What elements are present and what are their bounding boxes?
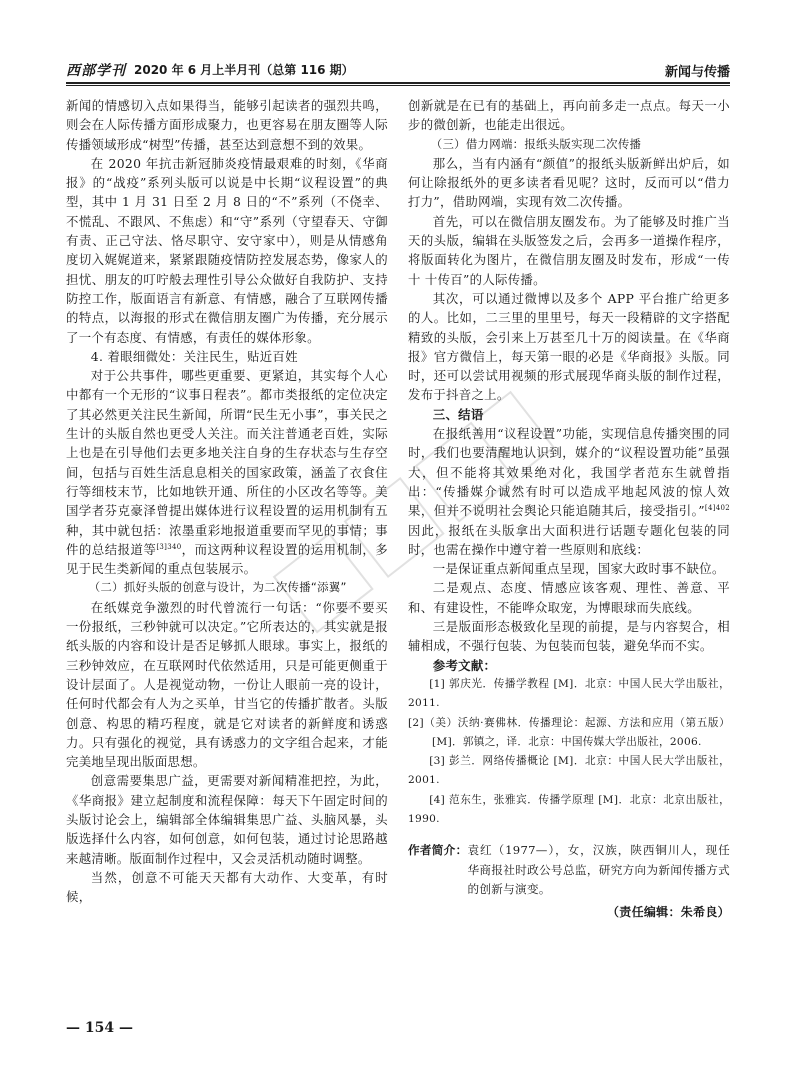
page-number: — 154 — <box>66 1020 133 1036</box>
right-column <box>408 96 730 922</box>
author-bio <box>408 841 730 899</box>
header-rule-thick <box>66 82 730 84</box>
author-bio-text: 袁红（1977—），女，汉族，陕西铜川人，现任华商报社时政公号总监，研究方向为新闻传播方式的创新与演变。 <box>467 843 730 896</box>
reference-item: [4] 范东生，张雅宾．传播学原理 [M]．北京：北京出版社，1990. <box>408 793 730 825</box>
author-bio-label: 作者简介： <box>408 843 468 858</box>
paragraph: 一是保证重点新闻重点呈现，国家大政时事不缺位。 <box>432 561 725 577</box>
conclusion-heading: 三、结语 <box>432 406 484 422</box>
paragraph: 创新就是在已有的基础上，再向前多走一点点。每天一小步的微创新，也能走出很远。 <box>408 98 730 133</box>
running-header <box>66 58 730 80</box>
paragraph: 新闻的情感切入点如果得当，能够引起读者的强烈共鸣，则会在人际传播方面形成聚力，也更容易在朋友圈等人际传播领域形成“树型”传播，甚至达到意想不到的效果。 <box>66 98 388 152</box>
section-title: 新闻与传播 <box>664 65 730 80</box>
responsible-editor: （责任编辑：朱希良） <box>606 905 730 920</box>
section-subheading: （三）借力网端：报纸头版实现二次传播 <box>430 136 642 151</box>
paragraph: 其次，可以通过微博以及多个 APP 平台推广给更多的人。比如，二三里的里里号，每天一段精辟的文字搭配精致的头版，会引来上万甚至几十万的阅读量。在《华商报》官方微信上，每天第一眼的必是《华商报》头版。同时，还可以尝试用视频的形式展现华商头版的制作过程，发布于抖音之上。 <box>408 290 730 403</box>
paragraph: 在纸媒竞争激烈的时代曾流行一句话：“你要不要买一份报纸，三秒钟就可以决定。”它所表达的，其实就是报纸头版的内容和设计是否足够抓人眼球。事实上，报纸的三秒钟效应，在互联网时代依然适用，只是可能更侧重于设计层面了。人是视觉动物，一份让人眼前一亮的设计，任何时代都会有人为之买单，甘当它的传播扩散者。头版创意、构思的精巧程度，就是它对读者的新鲜度和诱惑力。只有强化的视觉，具有诱惑力的文字组合起来，才能完美地呈现出版面思想。 <box>66 599 388 770</box>
paragraph: 那么，当有内涵有“颜值”的报纸头版新鲜出炉后，如何让除报纸外的更多读者看见呢？这时，反而可以“借力打力”，借助网端，实现有效二次传播。 <box>408 155 730 210</box>
paragraph: 在 2020 年抗击新冠肺炎疫情最艰难的时刻，《华商报》的“战疫”系列头版可以说是中长期“议程设置”的典型，其中 1 月 31 日至 2 月 8 日的“不”系列（不侥幸、不慌乱、不跟风、不焦虑）和“守”系列（守望春天、守御有责、正己守法、恪尽职守、安守家中），则是从情感角度切入娓娓道来，紧紧跟随疫情防控发展态势，像家人的担忧、朋友的叮咛般去理性引导公众做好自我防护、支持防控工作，版面语言有新意、有情感，融合了互联网传播的特点，以海报的形式在微信朋友圈广为传播，充分展示了一个有态度、有情感，有责任的媒体形象。 <box>66 155 388 345</box>
citation: [4]402 <box>704 504 730 513</box>
reference-item: [2]（美）沃纳·赛佛林．传播理论：起源、方法和应用（第五版）[M]．郭镇之，译．北京：中国传媒大学出版社，2006. <box>408 716 730 748</box>
references-title: 参考文献： <box>432 657 497 673</box>
paragraph: 对于公共事件，哪些更重要、更紧迫，其实每个人心中都有一个无形的“议事日程表”。都市类报纸的定位决定了其必然更关注民生新闻，所谓“民生无小事”，事关民之生计的头版自然也更受人关注。而关注普通老百姓，实际上也是在引导他们去更多地关注自身的生存状态与生存空间，包括与百姓生活息息相关的国家政策，涵盖了衣食住行等细枝末节，比如地铁开通、所住的小区改名等等。美国学者芬克豪泽曾提出媒体进行议程设置的运用机制有五种，其中就包括：浓墨重彩地报道重要而罕见的事情；事件的总结报道等$^{[3]340}$，而这两种议程设置的运用机制，多见于民生类新闻的重点包装展示。 <box>66 368 388 577</box>
paragraph: 创意需要集思广益，更需要对新闻精准把控，为此，《华商报》建立起制度和流程保障：每天下午固定时间的头版讨论会上，编辑部全体编辑集思广益、头脑风暴，头版选择什么内容，如何创意，如何包装，通过讨论思路越来越清晰。版面制作过程中，又会灵活机动随时调整。 <box>66 773 388 866</box>
reference-item: [3] 彭兰．网络传播概论 [M]．北京：中国人民大学出版社，2001. <box>408 755 730 787</box>
paragraph: 三是版面形态极致化呈现的前提，是与内容契合，相辅相成，不强行包装、为包装而包装，避免华而不实。 <box>408 619 730 654</box>
subheading: 4. 着眼细微处：关注民生，贴近百姓 <box>90 348 298 364</box>
header-rule-thin <box>66 85 730 86</box>
paragraph: 首先，可以在微信朋友圈发布。为了能够及时推广当天的头版，编辑在头版签发之后，会再多一道操作程序，将版面转化为图片，在微信朋友圈及时发布，形成“一传十 十传百”的人际传播。 <box>408 213 730 287</box>
reference-item: [1] 郭庆光．传播学教程 [M]．北京：中国人民大学出版社，2011. <box>408 677 730 710</box>
left-column <box>66 96 388 906</box>
paragraph: 当然，创意不可能天天都有大动作、大变革，有时候， <box>66 869 388 905</box>
section-subheading: （二）抓好头版的创意与设计，为二次传播“添翼” <box>88 580 347 595</box>
issue-info: 2020 年 6 月上半月刊（总第 116 期） <box>134 63 354 77</box>
paragraph: 二是观点、态度、情感应该客观、理性、善意、平和、有建设性，不能哗众取宠，为博眼球而失底线。 <box>408 580 730 615</box>
citation: [3]340 <box>156 542 182 551</box>
journal-logo: 西部学刊 <box>66 63 126 79</box>
paragraph: 在报纸善用“议程设置”功能，实现信息传播突围的同时，我们也要清醒地认识到，媒介的“议程设置功能”虽强大，但不能将其效果绝对化，我国学者范东生就曾指出：“传播媒介诚然有时可以造成平地起风波的惊人效果，但并不说明社会舆论只能追随其后，接受指引。”$^{[4]402}$因此，报纸在头版拿出大面积进行话题专题化包装的同时，也需在操作中遵守着一些原则和底线： <box>408 426 730 557</box>
